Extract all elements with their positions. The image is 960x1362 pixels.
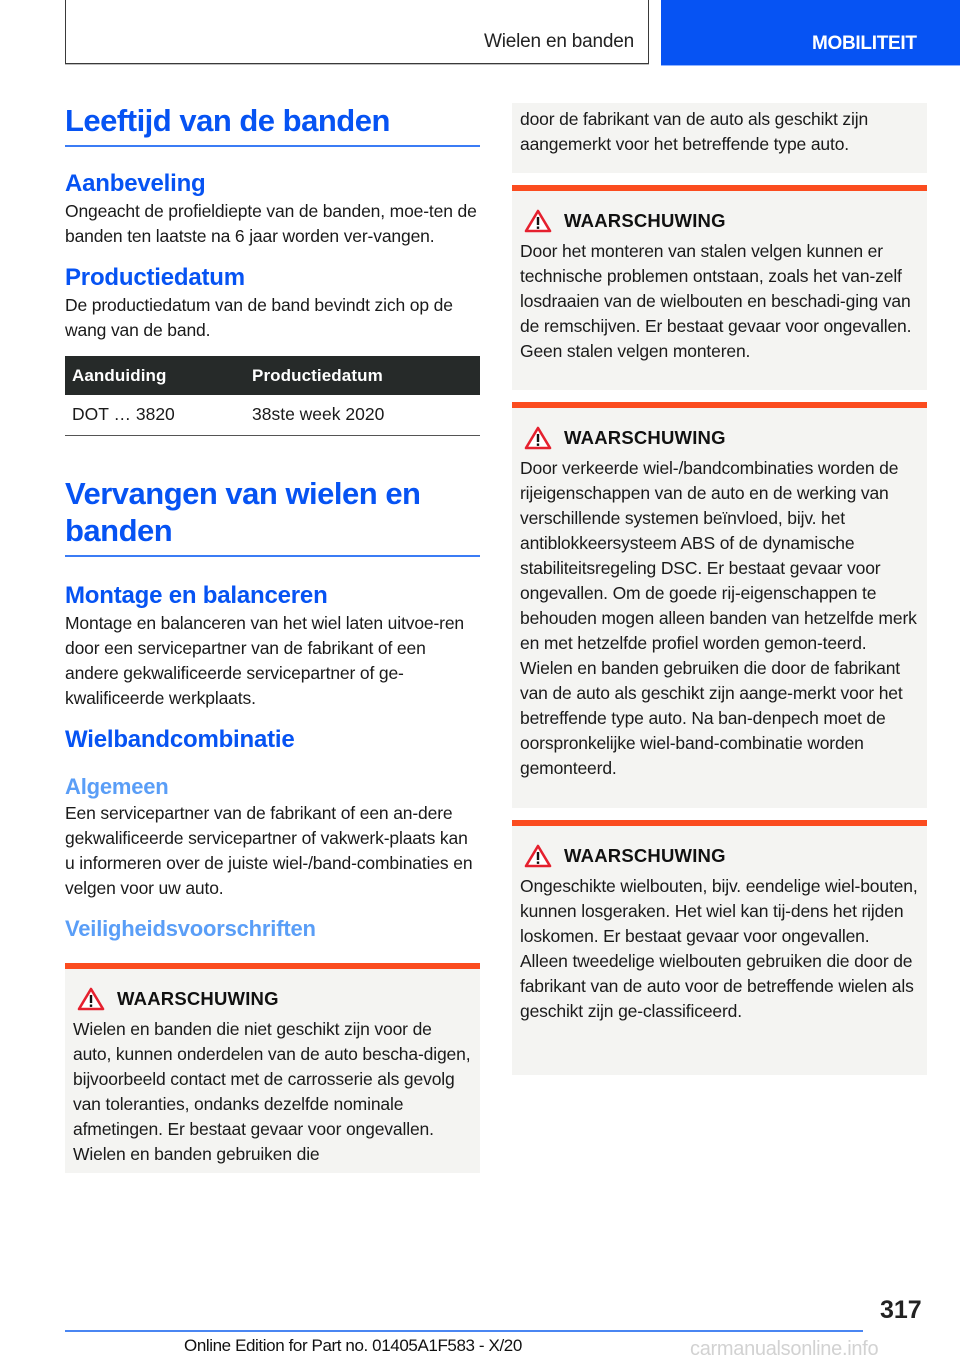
footer-divider xyxy=(65,1330,863,1332)
warning-title-row xyxy=(520,207,919,235)
warning-text: Door verkeerde wiel-/bandcombinaties worden de rijeigenschappen van de auto en de werking van verschillende systemen beïnvloed, bijv. het antiblokkeersysteem ABS of de dynamische stabiliteitsregeling DSC. Er bestaat gevaar voor ongevallen. Om de goede rij-eigenschappen te behouden mogen alleen banden van hetzelfde merk en met hetzelfde profiel worden gemon-teerd. Wielen en banden gebruiken die door de fabrikant van de auto als geschikt zijn aange-merkt voor het betreffende type auto. Na ban-denpech moet de oorspronkelijke wiel-band-combinatie worden gemonteerd. xyxy=(520,458,917,778)
left-column xyxy=(65,100,480,1173)
warning-triangle-icon xyxy=(524,426,552,450)
warning-text: Wielen en banden die niet geschikt zijn voor de auto, kunnen onderdelen van de auto bescha-digen, bijvoorbeeld contact met de carrosserie als gevolg van toleranties, ondanks dezelfde nominale afmetingen. Er bestaat gevaar voor ongevallen. Wielen en banden gebruiken die xyxy=(73,1018,471,1164)
text-aanbeveling xyxy=(65,199,480,249)
section-title: MOBILITEIT xyxy=(812,33,917,54)
warning-title: WAARSCHUWING xyxy=(564,210,726,231)
warning-text: Door het monteren van stalen velgen kunnen er technische problemen ontstaan, zoals het van-zelf losdraaien van de wielbouten en beschadi-ging van de remschijven. Er bestaat gevaar voor ongevallen. Geen stalen velgen monteren. xyxy=(520,241,912,361)
edition-info: Online Edition for Part no. 01405A1F583 - X/20 xyxy=(184,1336,522,1355)
table-cell-productiedatum: 38ste week 2020 xyxy=(245,395,480,435)
text-montage: Montage en balanceren van het wiel laten uitvoe-ren door een servicepartner van de fabrikant of een andere gekwalificeerde servicepartner of ge-kwalificeerde werkplaats. xyxy=(65,612,465,708)
table-row xyxy=(65,395,480,435)
table-cell-aanduiding: DOT … 3820 xyxy=(65,395,245,435)
warning-triangle-icon xyxy=(524,209,552,233)
warning-triangle-icon xyxy=(77,987,105,1011)
table-header-productiedatum: Productiedatum xyxy=(245,356,480,395)
warning-text-continued: door de fabrikant van de auto als geschikt zijn aangemerkt voor het betreffende type auto. xyxy=(520,109,869,154)
right-column xyxy=(512,103,927,1075)
header-section-tab xyxy=(661,0,960,65)
warning-box-steel-rims xyxy=(512,185,927,390)
warning-title: WAARSCHUWING xyxy=(564,427,726,448)
warning-box-unsuitable-wheels xyxy=(65,963,480,1173)
heading-algemeen: Algemeen xyxy=(65,773,169,799)
warning-box-continuation xyxy=(512,103,927,173)
warning-triangle-icon xyxy=(524,844,552,868)
header-chapter-tab xyxy=(65,0,649,64)
warning-title: WAARSCHUWING xyxy=(564,845,726,866)
warning-title: WAARSCHUWING xyxy=(117,987,279,1009)
warning-box-wheel-tire-combinations xyxy=(512,402,927,808)
table-header-row xyxy=(65,356,480,395)
heading-wielbandcombinatie: Wielbandcombinatie xyxy=(65,725,295,753)
warning-title-row xyxy=(520,842,919,870)
heading-veiligheidsvoorschriften: Veiligheidsvoorschriften xyxy=(65,915,316,941)
warning-box-wheel-bolts xyxy=(512,820,927,1075)
text-productiedatum: De productiedatum van de band bevindt zich op de wang van de band. xyxy=(65,295,453,340)
chapter-title: Wielen en banden xyxy=(484,31,634,52)
production-date-table xyxy=(65,356,480,436)
heading-montage: Montage en balanceren xyxy=(65,581,328,609)
table-header-aanduiding: Aanduiding xyxy=(65,356,245,395)
text-algemeen: Een servicepartner van de fabrikant of een an-dere gekwalificeerde servicepartner of vakwerk-plaats kan u informeren over de juiste wiel-/band-combinaties en velgen voor uw auto. xyxy=(65,802,473,898)
watermark-link[interactable]: carmanualsonline.info xyxy=(690,1338,879,1360)
page-number: 317 xyxy=(880,1296,922,1324)
warning-text: Ongeschikte wielbouten, bijv. eendelige wiel-bouten, kunnen losgeraken. Het wiel kan tij-dens het rijden loskomen. Er bestaat gevaar voor ongevallen. Alleen tweedelige wielbouten gebruiken die door de fabrikant van de auto voor de betreffende wielen als geschikt zijn ge-classificeerd. xyxy=(520,876,918,1021)
heading-productiedatum: Productiedatum xyxy=(65,264,245,291)
page-title-replacing-wheels: Vervangen van wielen en banden xyxy=(65,475,480,557)
page-title-tire-age: Leeftijd van de banden xyxy=(65,100,480,147)
text-aanbeveling-content: Ongeacht de profieldiepte van de banden, moe-ten de banden ten laatste na 6 jaar worden ver-vangen. xyxy=(65,201,477,246)
heading-aanbeveling: Aanbeveling xyxy=(65,170,206,197)
warning-title-row xyxy=(73,985,472,1013)
warning-title-row xyxy=(520,424,919,452)
